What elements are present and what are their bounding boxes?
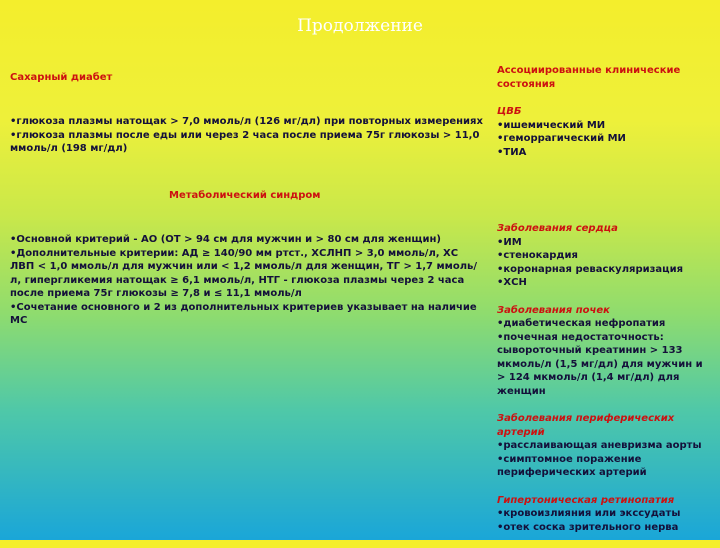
associated-conditions-column [497,64,712,548]
list-item: •ТИА [497,146,527,158]
diabetes-criteria [10,115,485,156]
list-item: •отек соска зрительного нерва [497,521,679,533]
cvd-section [497,105,712,159]
list-item: •стенокардия [497,250,578,261]
section-title: Заболевания сердца [497,223,618,234]
section-title: Заболевания почек [497,304,610,316]
section-title: Гипертоническая ретинопатия [497,494,675,506]
kidney-section [497,304,712,399]
list-item: •Сочетание основного и 2 из дополнительных критериев указывает на наличие МС [10,301,477,326]
list-item: •ИМ [497,236,522,248]
list-item: •симптомное поражение периферических артерий [497,453,647,478]
list-item: •диабетическая нефропатия [497,318,666,329]
list-item: •Основной критерий - АО (ОТ > 94 см для мужчин и > 80 см для женщин) [10,234,441,245]
list-item: •ишемический МИ [497,119,606,131]
peripheral-arteries-section [497,412,712,480]
retinopathy-section [497,494,712,535]
list-item: •почечная недостаточность: сывороточный креатинин > 133 мкмоль/л (1,5 мг/дл) для мужчин и > 124 мкмоль/л (1,4 мг/дл) для женщин [497,331,703,397]
slide-title: Продолжение [297,16,423,36]
associated-heading: Ассоциированные клинические состояния [497,65,681,90]
diabetes-heading: Сахарный диабет [10,72,113,83]
list-item: •коронарная реваскуляризация [497,263,684,275]
list-item: •геморрагический МИ [497,133,626,144]
list-item: •ХСН [497,277,527,288]
metabolic-heading: Метаболический синдром [169,190,321,201]
list-item: •Дополнительные критерии: АД ≥ 140/90 мм ртст., ХСЛНП > 3,0 ммоль/л, ХС ЛВП < 1,0 ммоль/л для мужчин или < 1,2 ммоль/л для женщин, ТГ > 1,7 ммоль/л, гипергликемия натощак ≥ 6,1 ммоль/л, НТГ - глюкоза плазмы через 2 часа после приема 75г глюкозы ≥ 7,8 и ≤ 11,1 ммоль/л [10,247,478,299]
list-item: •глюкоза плазмы после еды или через 2 часа после приема 75г глюкозы > 11,0 ммоль/л (198 мг/дл) [10,129,480,154]
list-item: •глюкоза плазмы натощак > 7,0 ммоль/л (126 мг/дл) при повторных измерениях [10,116,483,127]
metabolic-criteria [10,233,485,328]
list-item: •кровоизлияния или экссудаты [497,508,681,519]
heart-section [497,222,712,290]
section-title: ЦВБ [497,106,522,117]
list-item: •расслаивающая аневризма аорты [497,440,702,451]
section-title: Заболевания периферических артерий [497,413,675,438]
